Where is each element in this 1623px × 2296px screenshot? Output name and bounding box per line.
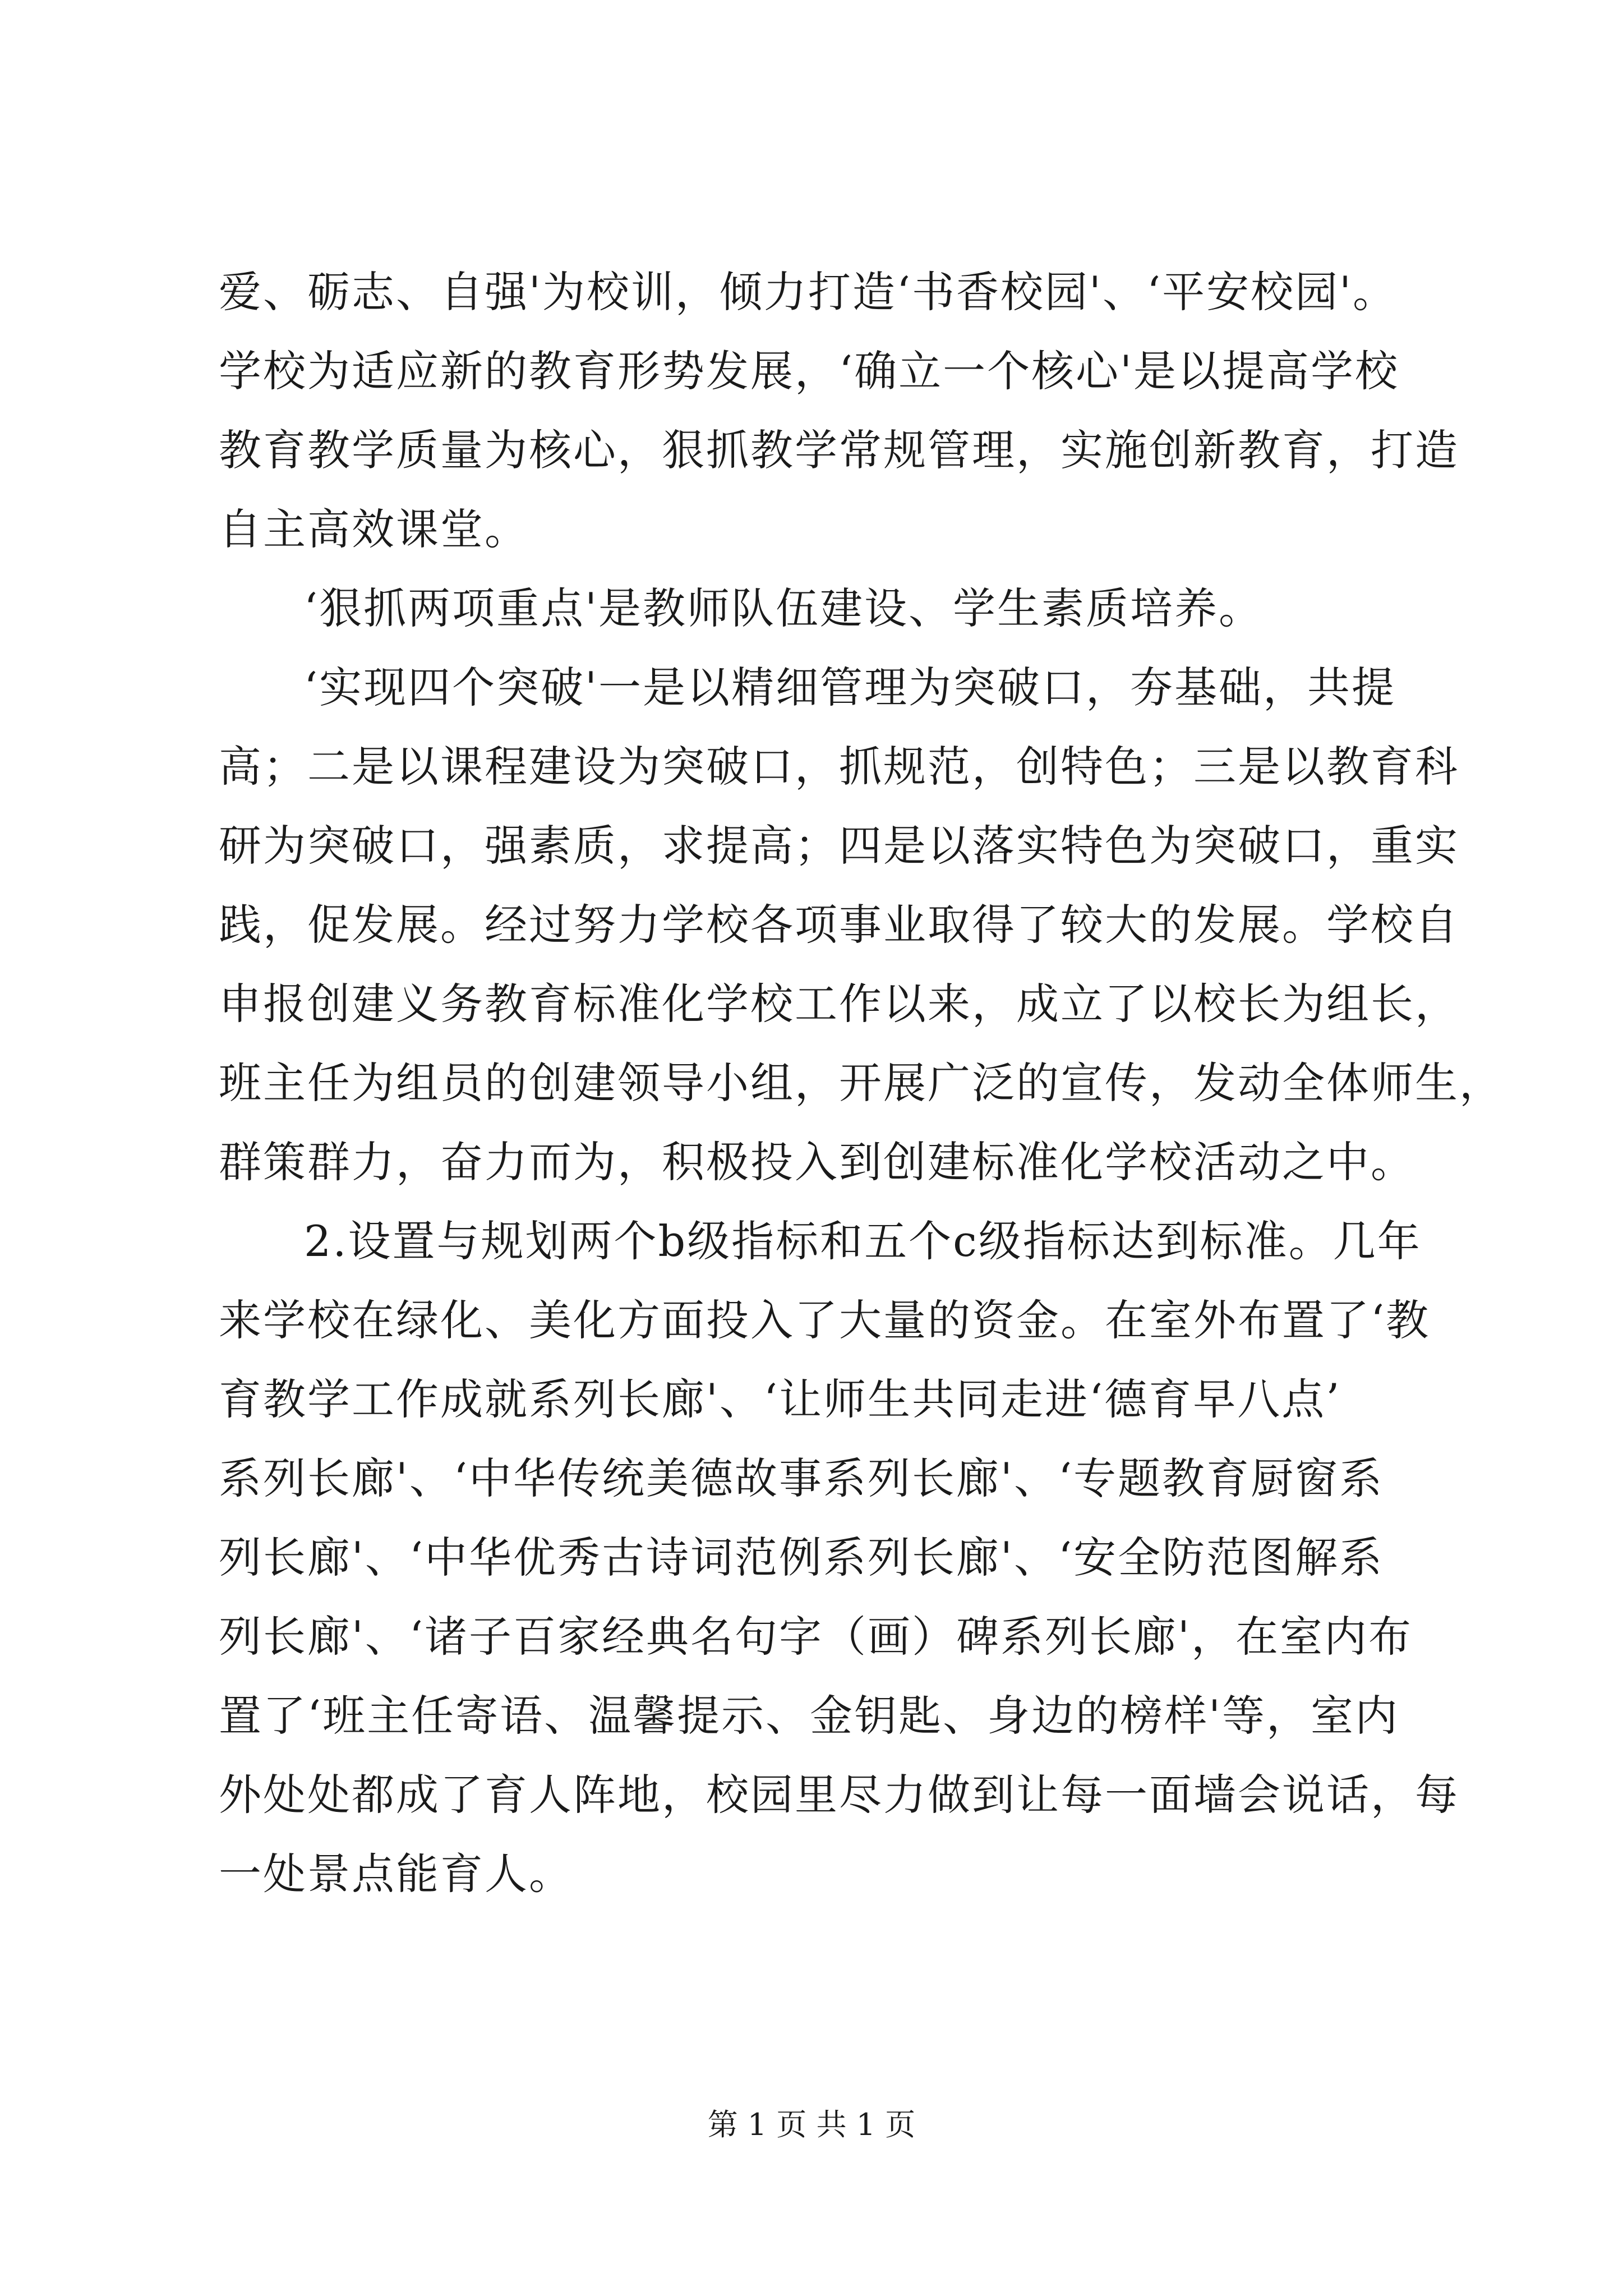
document-body: [219, 252, 1504, 1913]
text-line: 外处处都成了育人阵地，校园里尽力做到让每一面墙会说话，每: [219, 1770, 1459, 1820]
text-line: 践，促发展。经过努力学校各项事业取得了较大的发展。学校自: [219, 900, 1459, 950]
text-line: 群策群力，奋力而为，积极投入到创建标准化学校活动之中。: [219, 1137, 1415, 1187]
text-line: 2.设置与规划两个b级指标和五个c级指标达到标准。几年: [304, 1216, 1422, 1266]
text-line: 来学校在绿化、美化方面投入了大量的资金。在室外布置了‘教: [219, 1295, 1431, 1345]
page-footer: [0, 2101, 1623, 2144]
text-line: 学校为适应新的教育形势发展，‘确立一个核心'是以提高学校: [219, 346, 1400, 396]
page-number-label: 第 1 页 共 1 页: [707, 2107, 916, 2142]
text-line: 列长廊'、‘中华优秀古诗词范例系列长廊'、‘安全防范图解系: [219, 1533, 1384, 1582]
text-line: 研为突破口，强素质，求提高；四是以落实特色为突破口，重实: [219, 821, 1459, 871]
text-line: 育教学工作成就系列长廊'、‘让师生共同走进‘德育早八点’: [219, 1374, 1341, 1424]
text-line: 爱、砺志、自强'为校训，倾力打造‘书香校园'、‘平安校园'。: [219, 267, 1397, 317]
text-line: 置了‘班主任寄语、温馨提示、金钥匙、身边的榜样'等，室内: [219, 1691, 1400, 1741]
text-line: ‘实现四个突破'一是以精细管理为突破口，夯基础，共提: [304, 662, 1396, 712]
text-line: 教育教学质量为核心，狠抓教学常规管理，实施创新教育，打造: [219, 425, 1459, 475]
text-line: 一处景点能育人。: [219, 1849, 573, 1899]
text-line: 班主任为组员的创建领导小组，开展广泛的宣传，发动全体师生，: [219, 1058, 1504, 1108]
text-line: 列长廊'、‘诸子百家经典名句字（画）碑系列长廊'，在室内布: [219, 1612, 1413, 1662]
text-line: ‘狠抓两项重点'是教师队伍建设、学生素质培养。: [304, 583, 1264, 633]
text-line: 高；二是以课程建设为突破口，抓规范，创特色；三是以教育科: [219, 742, 1459, 792]
text-line: 系列长廊'、‘中华传统美德故事系列长廊'、‘专题教育厨窗系: [219, 1453, 1384, 1503]
text-line: 自主高效课堂。: [219, 504, 529, 554]
text-line: 申报创建义务教育标准化学校工作以来，成立了以校长为组长，: [219, 979, 1459, 1029]
